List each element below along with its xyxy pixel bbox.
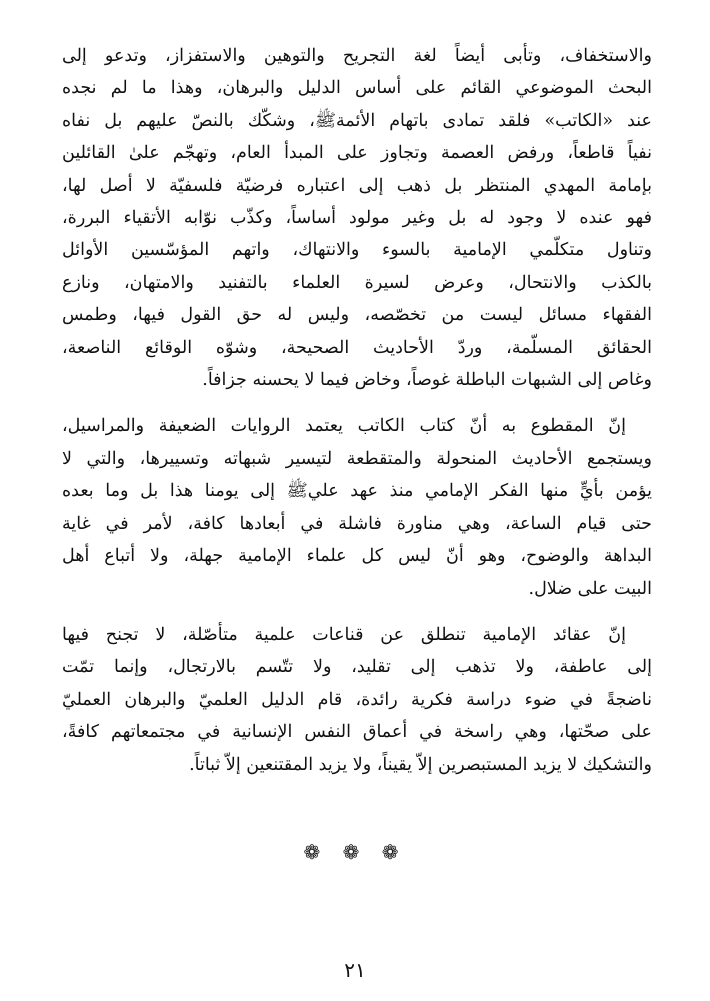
- text-line: والتشكيك لا يزيد المستبصرين إلاّ يقيناً، ولا يزيد المقتنعين إلاّ ثباتاً.: [189, 754, 652, 775]
- paragraph-1: [62, 40, 652, 396]
- text-line: الحقائق المسلّمة، وردّ الأحاديث الصحيحة، وشوّه الوقائع الناصعة،: [62, 337, 652, 358]
- text-line: ويستجمع الأحاديث المنحولة والمتقطعة لتيسير شبهاته وتسييرها، والتي لا: [62, 448, 652, 469]
- paragraph-3: [62, 619, 652, 781]
- text-line: بالكذب والانتحال، وعرض لسيرة العلماء بالتفنيد والامتهان، ونازع: [62, 272, 652, 293]
- text-line: البيت على ضلال.: [528, 578, 652, 599]
- text-line: والاستخفاف، وتأبى أيضاً لغة التجريح والتوهين والاستفزاز، وتدعو إلى: [62, 46, 652, 66]
- text-line: حتى قيام الساعة، وهي مناورة فاشلة في أبعادها كافة، لأمر في غاية: [62, 513, 652, 534]
- text-line: إلى عاطفة، ولا تذهب إلى تقليد، ولا تتّسم بالارتجال، وإنما تمّت: [62, 657, 652, 678]
- text-line: إنّ عقائد الإمامية تنطلق عن قناعات علمية متأصّلة، لا تجنح فيها: [62, 624, 626, 645]
- paragraph-2: [62, 410, 652, 604]
- text-line: على صحّتها، وهي راسخة في أعماق النفس الإنسانية في مجتمعاتهم كافةً،: [62, 722, 652, 743]
- text-line: ناضجةً في ضوء دراسة فكرية رائدة، قام الدليل العلميّ والبرهان العمليّ: [62, 689, 652, 710]
- page-number: ٢١: [344, 958, 366, 982]
- page-body: [62, 40, 652, 795]
- text-line: نفياً قاطعاً، ورفض العصمة وتجاوز على المبدأ العام، وتهجّم علىٰ القائلين: [62, 143, 652, 164]
- text-line: البداهة والوضوح، وهو أنّ ليس كل علماء الإمامية جهلة، ولا أتباع أهل: [62, 546, 652, 567]
- text-line: عند «الكاتب» فلقد تمادى باتهام الأئمةﷺ، وشكّك بالنصّ عليهم بل نفاه: [62, 110, 652, 131]
- section-divider-ornament: ❁ ❁ ❁: [303, 840, 407, 864]
- text-line: وغاص إلى الشبهات الباطلة غوصاً، وخاض فيما لا يحسنه جزافاً.: [202, 370, 652, 391]
- text-line: البحث الموضوعي القائم على أساس الدليل والبرهان، وهذا ما لم نجده: [62, 78, 652, 99]
- text-line: إنّ المقطوع به أنّ كتاب الكاتب يعتمد الروايات الضعيفة والمراسيل،: [62, 416, 626, 437]
- text-line: فهو عنده لا وجود له بل وغير مولود أساساً، وكذّب نوّابه الأتقياء البررة،: [62, 208, 652, 229]
- text-line: بإمامة المهدي المنتظر بل ذهب إلى اعتباره فرضيّة فلسفيّة لا أصل لها،: [62, 175, 652, 196]
- text-line: يؤمن بأيٍّ منها الفكر الإمامي منذ عهد عليﷺ إلى يومنا هذا بل وما بعده: [62, 481, 652, 502]
- text-line: وتناول متكلّمي الإمامية بالسوء والانتهاك، واتهم المؤسّسين الأوائل: [62, 240, 652, 261]
- text-line: الفقهاء مسائل ليست من تخصّصه، وليس له حق القول فيها، وطمس: [62, 305, 652, 326]
